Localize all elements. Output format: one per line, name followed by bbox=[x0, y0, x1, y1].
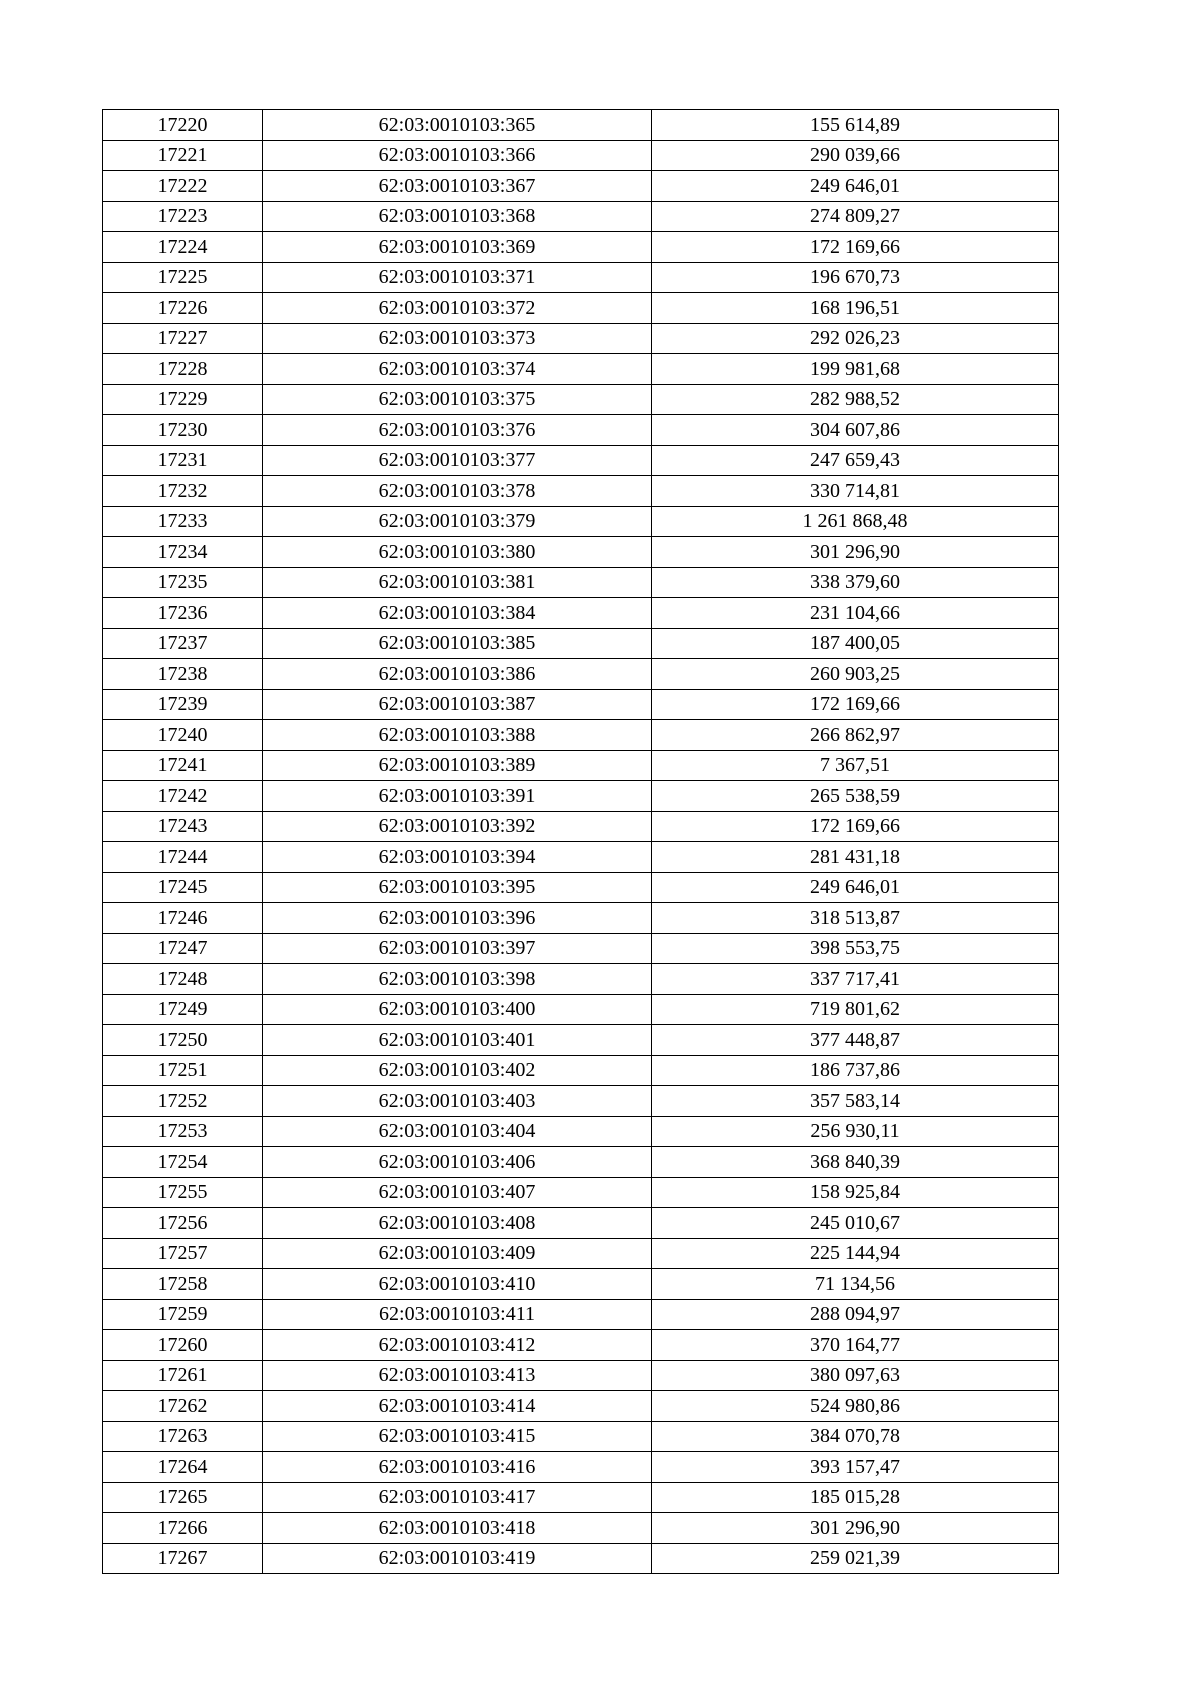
value-cell: 719 801,62 bbox=[652, 994, 1059, 1025]
row-number-cell: 17242 bbox=[103, 781, 263, 812]
cadastral-number-cell: 62:03:0010103:416 bbox=[263, 1452, 652, 1483]
row-number-cell: 17221 bbox=[103, 140, 263, 171]
row-number-cell: 17240 bbox=[103, 720, 263, 751]
cadastral-number-cell: 62:03:0010103:415 bbox=[263, 1421, 652, 1452]
value-cell: 398 553,75 bbox=[652, 933, 1059, 964]
value-cell: 301 296,90 bbox=[652, 537, 1059, 568]
value-cell: 304 607,86 bbox=[652, 415, 1059, 446]
table-row bbox=[103, 1452, 1059, 1483]
value-cell: 288 094,97 bbox=[652, 1299, 1059, 1330]
cadastral-number-cell: 62:03:0010103:414 bbox=[263, 1391, 652, 1422]
cadastral-number-cell: 62:03:0010103:418 bbox=[263, 1513, 652, 1544]
table-row bbox=[103, 1421, 1059, 1452]
table-row bbox=[103, 1208, 1059, 1239]
table-row bbox=[103, 1116, 1059, 1147]
table-row bbox=[103, 262, 1059, 293]
value-cell: 172 169,66 bbox=[652, 232, 1059, 263]
value-cell: 155 614,89 bbox=[652, 110, 1059, 141]
value-cell: 380 097,63 bbox=[652, 1360, 1059, 1391]
table-row bbox=[103, 1147, 1059, 1178]
table-row bbox=[103, 933, 1059, 964]
value-cell: 71 134,56 bbox=[652, 1269, 1059, 1300]
table-row bbox=[103, 506, 1059, 537]
value-cell: 265 538,59 bbox=[652, 781, 1059, 812]
table-row bbox=[103, 1513, 1059, 1544]
cadastral-number-cell: 62:03:0010103:401 bbox=[263, 1025, 652, 1056]
cadastral-number-cell: 62:03:0010103:374 bbox=[263, 354, 652, 385]
value-cell: 199 981,68 bbox=[652, 354, 1059, 385]
table-row bbox=[103, 384, 1059, 415]
value-cell: 384 070,78 bbox=[652, 1421, 1059, 1452]
table-row bbox=[103, 1269, 1059, 1300]
table-row bbox=[103, 1299, 1059, 1330]
row-number-cell: 17232 bbox=[103, 476, 263, 507]
table-row bbox=[103, 1330, 1059, 1361]
value-cell: 290 039,66 bbox=[652, 140, 1059, 171]
value-cell: 249 646,01 bbox=[652, 171, 1059, 202]
table-row bbox=[103, 537, 1059, 568]
row-number-cell: 17238 bbox=[103, 659, 263, 690]
cadastral-number-cell: 62:03:0010103:376 bbox=[263, 415, 652, 446]
value-cell: 231 104,66 bbox=[652, 598, 1059, 629]
value-cell: 274 809,27 bbox=[652, 201, 1059, 232]
table-row bbox=[103, 445, 1059, 476]
cadastral-number-cell: 62:03:0010103:367 bbox=[263, 171, 652, 202]
cadastral-number-cell: 62:03:0010103:378 bbox=[263, 476, 652, 507]
cadastral-number-cell: 62:03:0010103:365 bbox=[263, 110, 652, 141]
cadastral-number-cell: 62:03:0010103:381 bbox=[263, 567, 652, 598]
value-cell: 301 296,90 bbox=[652, 1513, 1059, 1544]
row-number-cell: 17254 bbox=[103, 1147, 263, 1178]
cadastral-number-cell: 62:03:0010103:395 bbox=[263, 872, 652, 903]
cadastral-number-cell: 62:03:0010103:386 bbox=[263, 659, 652, 690]
row-number-cell: 17259 bbox=[103, 1299, 263, 1330]
cadastral-number-cell: 62:03:0010103:413 bbox=[263, 1360, 652, 1391]
value-cell: 377 448,87 bbox=[652, 1025, 1059, 1056]
cadastral-number-cell: 62:03:0010103:388 bbox=[263, 720, 652, 751]
value-cell: 282 988,52 bbox=[652, 384, 1059, 415]
table-row bbox=[103, 293, 1059, 324]
row-number-cell: 17253 bbox=[103, 1116, 263, 1147]
cadastral-number-cell: 62:03:0010103:384 bbox=[263, 598, 652, 629]
cadastral-number-cell: 62:03:0010103:409 bbox=[263, 1238, 652, 1269]
cadastral-number-cell: 62:03:0010103:389 bbox=[263, 750, 652, 781]
cadastral-number-cell: 62:03:0010103:419 bbox=[263, 1543, 652, 1574]
value-cell: 7 367,51 bbox=[652, 750, 1059, 781]
row-number-cell: 17223 bbox=[103, 201, 263, 232]
table-row bbox=[103, 1086, 1059, 1117]
table-row bbox=[103, 964, 1059, 995]
table-row bbox=[103, 1391, 1059, 1422]
value-cell: 245 010,67 bbox=[652, 1208, 1059, 1239]
cadastral-number-cell: 62:03:0010103:366 bbox=[263, 140, 652, 171]
table-row bbox=[103, 750, 1059, 781]
row-number-cell: 17245 bbox=[103, 872, 263, 903]
cadastral-number-cell: 62:03:0010103:368 bbox=[263, 201, 652, 232]
row-number-cell: 17236 bbox=[103, 598, 263, 629]
cadastral-number-cell: 62:03:0010103:400 bbox=[263, 994, 652, 1025]
table-row bbox=[103, 994, 1059, 1025]
value-cell: 1 261 868,48 bbox=[652, 506, 1059, 537]
value-cell: 256 930,11 bbox=[652, 1116, 1059, 1147]
cadastral-number-cell: 62:03:0010103:404 bbox=[263, 1116, 652, 1147]
row-number-cell: 17244 bbox=[103, 842, 263, 873]
cadastral-number-cell: 62:03:0010103:371 bbox=[263, 262, 652, 293]
row-number-cell: 17250 bbox=[103, 1025, 263, 1056]
cadastral-number-cell: 62:03:0010103:407 bbox=[263, 1177, 652, 1208]
row-number-cell: 17257 bbox=[103, 1238, 263, 1269]
row-number-cell: 17239 bbox=[103, 689, 263, 720]
row-number-cell: 17227 bbox=[103, 323, 263, 354]
value-cell: 172 169,66 bbox=[652, 811, 1059, 842]
row-number-cell: 17246 bbox=[103, 903, 263, 934]
row-number-cell: 17224 bbox=[103, 232, 263, 263]
table-row bbox=[103, 1543, 1059, 1574]
value-cell: 357 583,14 bbox=[652, 1086, 1059, 1117]
row-number-cell: 17230 bbox=[103, 415, 263, 446]
value-cell: 172 169,66 bbox=[652, 689, 1059, 720]
row-number-cell: 17263 bbox=[103, 1421, 263, 1452]
table-row bbox=[103, 567, 1059, 598]
value-cell: 393 157,47 bbox=[652, 1452, 1059, 1483]
value-cell: 196 670,73 bbox=[652, 262, 1059, 293]
table-row bbox=[103, 628, 1059, 659]
cadastral-number-cell: 62:03:0010103:369 bbox=[263, 232, 652, 263]
row-number-cell: 17256 bbox=[103, 1208, 263, 1239]
row-number-cell: 17248 bbox=[103, 964, 263, 995]
table-row bbox=[103, 1482, 1059, 1513]
row-number-cell: 17243 bbox=[103, 811, 263, 842]
row-number-cell: 17251 bbox=[103, 1055, 263, 1086]
value-cell: 524 980,86 bbox=[652, 1391, 1059, 1422]
row-number-cell: 17231 bbox=[103, 445, 263, 476]
cadastral-number-cell: 62:03:0010103:373 bbox=[263, 323, 652, 354]
row-number-cell: 17258 bbox=[103, 1269, 263, 1300]
value-cell: 249 646,01 bbox=[652, 872, 1059, 903]
cadastral-number-cell: 62:03:0010103:402 bbox=[263, 1055, 652, 1086]
table-row bbox=[103, 110, 1059, 141]
cadastral-number-cell: 62:03:0010103:411 bbox=[263, 1299, 652, 1330]
cadastral-number-cell: 62:03:0010103:375 bbox=[263, 384, 652, 415]
cadastral-number-cell: 62:03:0010103:372 bbox=[263, 293, 652, 324]
cadastral-number-cell: 62:03:0010103:396 bbox=[263, 903, 652, 934]
table-row bbox=[103, 598, 1059, 629]
row-number-cell: 17229 bbox=[103, 384, 263, 415]
value-cell: 292 026,23 bbox=[652, 323, 1059, 354]
row-number-cell: 17222 bbox=[103, 171, 263, 202]
row-number-cell: 17249 bbox=[103, 994, 263, 1025]
value-cell: 318 513,87 bbox=[652, 903, 1059, 934]
row-number-cell: 17266 bbox=[103, 1513, 263, 1544]
table-row bbox=[103, 201, 1059, 232]
cadastral-number-cell: 62:03:0010103:412 bbox=[263, 1330, 652, 1361]
value-cell: 368 840,39 bbox=[652, 1147, 1059, 1178]
row-number-cell: 17262 bbox=[103, 1391, 263, 1422]
cadastral-number-cell: 62:03:0010103:403 bbox=[263, 1086, 652, 1117]
cadastral-number-cell: 62:03:0010103:394 bbox=[263, 842, 652, 873]
table-row bbox=[103, 781, 1059, 812]
value-cell: 186 737,86 bbox=[652, 1055, 1059, 1086]
cadastral-number-cell: 62:03:0010103:377 bbox=[263, 445, 652, 476]
table-row bbox=[103, 354, 1059, 385]
table-row bbox=[103, 903, 1059, 934]
cadastral-number-cell: 62:03:0010103:387 bbox=[263, 689, 652, 720]
row-number-cell: 17225 bbox=[103, 262, 263, 293]
value-cell: 337 717,41 bbox=[652, 964, 1059, 995]
value-cell: 225 144,94 bbox=[652, 1238, 1059, 1269]
cadastral-number-cell: 62:03:0010103:380 bbox=[263, 537, 652, 568]
row-number-cell: 17233 bbox=[103, 506, 263, 537]
table-row bbox=[103, 232, 1059, 263]
row-number-cell: 17220 bbox=[103, 110, 263, 141]
row-number-cell: 17241 bbox=[103, 750, 263, 781]
table-row bbox=[103, 476, 1059, 507]
cadastral-number-cell: 62:03:0010103:379 bbox=[263, 506, 652, 537]
cadastral-number-cell: 62:03:0010103:385 bbox=[263, 628, 652, 659]
table-row bbox=[103, 811, 1059, 842]
table-row bbox=[103, 1025, 1059, 1056]
row-number-cell: 17234 bbox=[103, 537, 263, 568]
value-cell: 266 862,97 bbox=[652, 720, 1059, 751]
table-row bbox=[103, 720, 1059, 751]
row-number-cell: 17252 bbox=[103, 1086, 263, 1117]
row-number-cell: 17267 bbox=[103, 1543, 263, 1574]
value-cell: 330 714,81 bbox=[652, 476, 1059, 507]
row-number-cell: 17261 bbox=[103, 1360, 263, 1391]
row-number-cell: 17226 bbox=[103, 293, 263, 324]
cadastral-number-cell: 62:03:0010103:408 bbox=[263, 1208, 652, 1239]
value-cell: 281 431,18 bbox=[652, 842, 1059, 873]
table-row bbox=[103, 842, 1059, 873]
value-cell: 370 164,77 bbox=[652, 1330, 1059, 1361]
value-cell: 247 659,43 bbox=[652, 445, 1059, 476]
row-number-cell: 17264 bbox=[103, 1452, 263, 1483]
table-row bbox=[103, 1177, 1059, 1208]
table-row bbox=[103, 323, 1059, 354]
value-cell: 168 196,51 bbox=[652, 293, 1059, 324]
table-row bbox=[103, 689, 1059, 720]
cadastral-number-cell: 62:03:0010103:392 bbox=[263, 811, 652, 842]
table-row bbox=[103, 1055, 1059, 1086]
table-row bbox=[103, 872, 1059, 903]
cadastral-number-cell: 62:03:0010103:391 bbox=[263, 781, 652, 812]
value-cell: 260 903,25 bbox=[652, 659, 1059, 690]
value-cell: 187 400,05 bbox=[652, 628, 1059, 659]
value-cell: 259 021,39 bbox=[652, 1543, 1059, 1574]
cadastral-number-cell: 62:03:0010103:417 bbox=[263, 1482, 652, 1513]
table-row bbox=[103, 140, 1059, 171]
row-number-cell: 17247 bbox=[103, 933, 263, 964]
row-number-cell: 17237 bbox=[103, 628, 263, 659]
cadastral-number-cell: 62:03:0010103:406 bbox=[263, 1147, 652, 1178]
table-row bbox=[103, 659, 1059, 690]
row-number-cell: 17255 bbox=[103, 1177, 263, 1208]
cadastral-number-cell: 62:03:0010103:397 bbox=[263, 933, 652, 964]
row-number-cell: 17260 bbox=[103, 1330, 263, 1361]
table-row bbox=[103, 1238, 1059, 1269]
table-row bbox=[103, 415, 1059, 446]
value-cell: 338 379,60 bbox=[652, 567, 1059, 598]
table-row bbox=[103, 171, 1059, 202]
table-row bbox=[103, 1360, 1059, 1391]
cadastral-number-cell: 62:03:0010103:410 bbox=[263, 1269, 652, 1300]
table-body bbox=[103, 110, 1059, 1574]
cadastral-number-cell: 62:03:0010103:398 bbox=[263, 964, 652, 995]
row-number-cell: 17228 bbox=[103, 354, 263, 385]
row-number-cell: 17235 bbox=[103, 567, 263, 598]
cadastral-value-table bbox=[102, 109, 1059, 1574]
row-number-cell: 17265 bbox=[103, 1482, 263, 1513]
value-cell: 185 015,28 bbox=[652, 1482, 1059, 1513]
value-cell: 158 925,84 bbox=[652, 1177, 1059, 1208]
